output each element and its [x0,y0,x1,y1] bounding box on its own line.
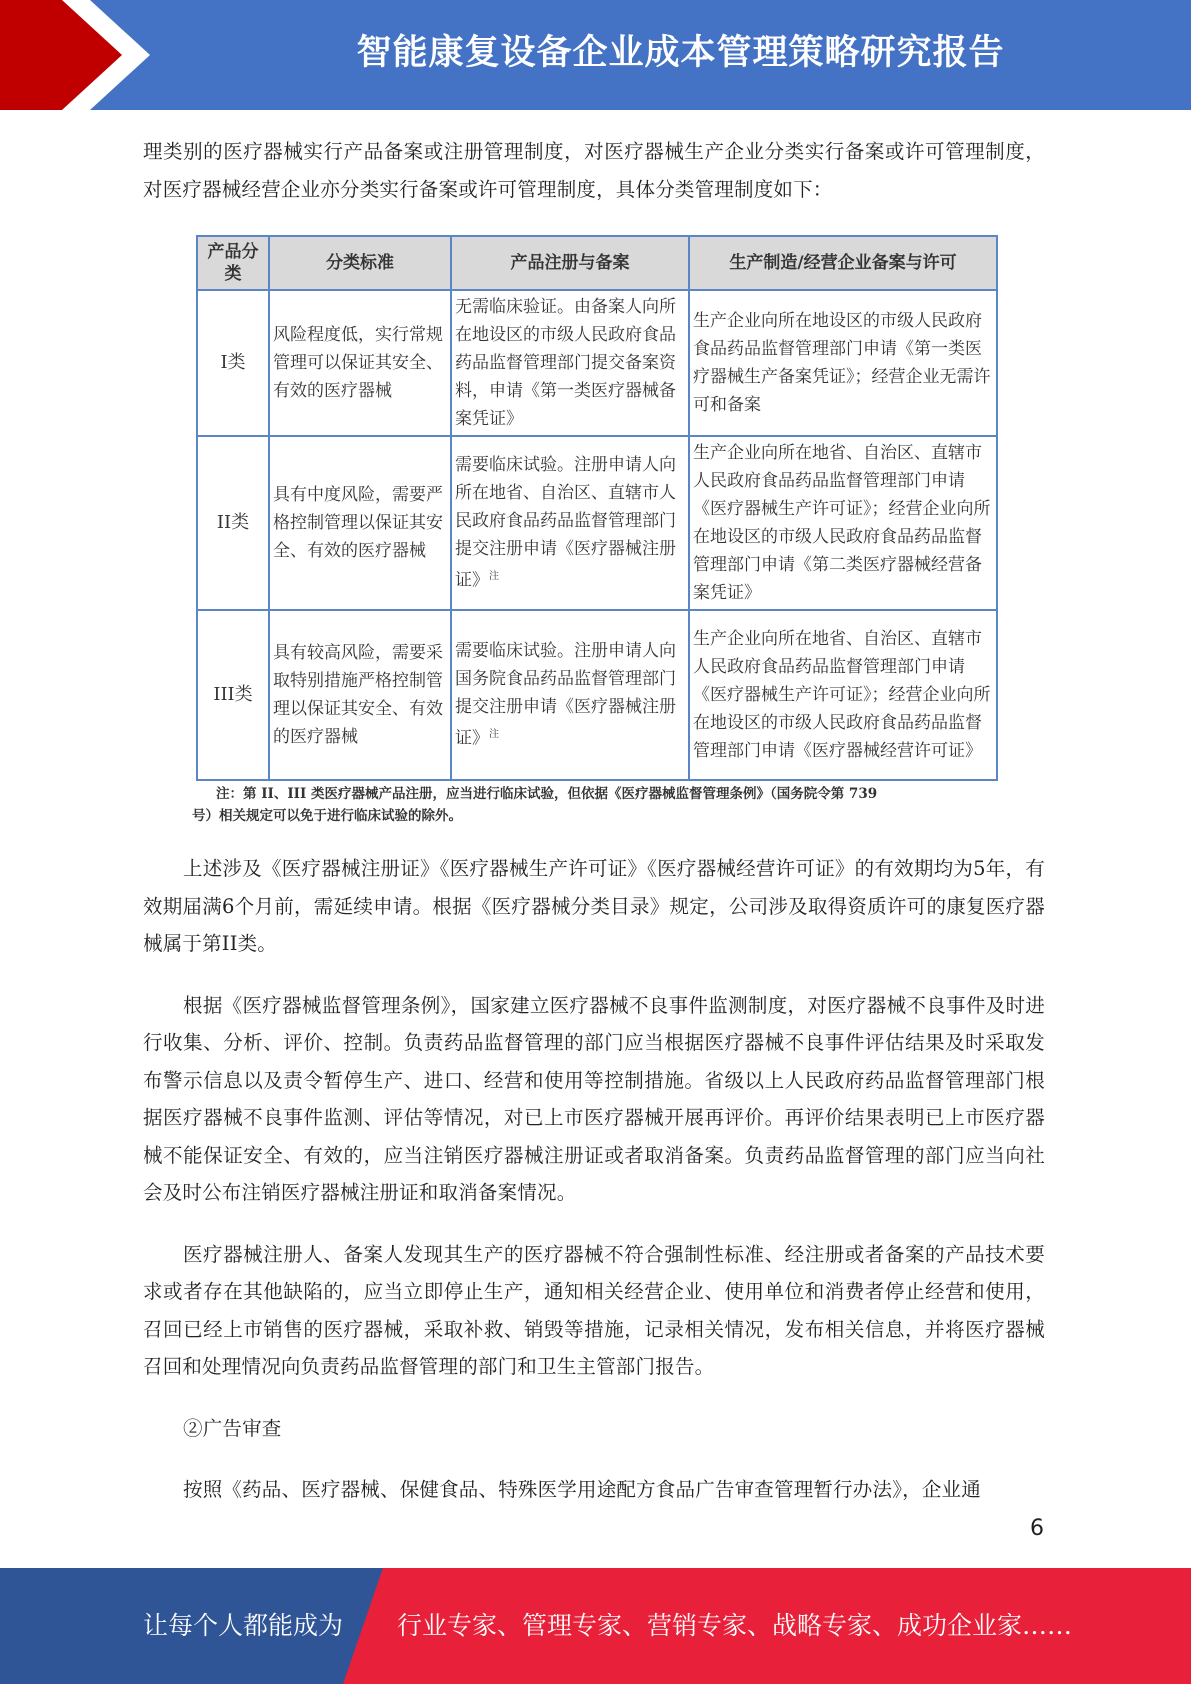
table-cell-registration [451,436,689,610]
table-cell-license: 生产企业向所在地省、自治区、直辖市人民政府食品药品监督管理部门申请《医疗器械生产许可证》；经营企业向所在地设区的市级人民政府食品药品监督管理部门申请《医疗器械经营许可证》 [689,610,997,780]
table-cell-standard: 具有中度风险，需要严格控制管理以保证其安全、有效的医疗器械 [269,436,451,610]
table-cell-standard: 风险程度低，实行常规管理可以保证其安全、有效的医疗器械 [269,290,451,436]
table-cell-class: I类 [197,290,269,436]
paragraph: 按照《药品、医疗器械、保健食品、特殊医学用途配方食品广告审查管理暂行办法》，企业通 [183,1478,981,1501]
table-header-cell: 分类标准 [269,236,451,290]
registration-text: 需要临床试验。注册申请人向国务院食品药品监督管理部门提交注册申请《医疗器械注册证》 [455,641,676,749]
table-row [197,436,997,610]
paragraph: 医疗器械注册人、备案人发现其生产的医疗器械不符合强制性标准、经注册或者备案的产品技术要求或者存在其他缺陷的，应当立即停止生产，通知相关经营企业、使用单位和消费者停止经营和使用，召回已经上市销售的医疗器械，采取补救、销毁等措施，记录相关情况，发布相关信息，并将医疗器械召回和处理情况向负责药品监督管理的部门和卫生主管部门报告。 [143,1242,1045,1378]
table-header-row [197,236,997,290]
table-header-cell: 产品注册与备案 [451,236,689,290]
paragraph: 上述涉及《医疗器械注册证》《医疗器械生产许可证》《医疗器械经营许可证》的有效期均为5年，有效期届满6个月前，需延续申请。根据《医疗器械分类目录》规定，公司涉及取得资质许可的康复医疗器械属于第II类。 [143,857,1045,955]
note-mark: 注 [489,729,499,741]
table-header-cell: 生产制造/经营企业备案与许可 [689,236,997,290]
footnote-line: 注：第 II、III 类医疗器械产品注册，应当进行临床试验，但依据《医疗器械监督管理条例》（国务院令第 739 [216,786,878,802]
footer-slogan-right: 行业专家、管理专家、营销专家、战略专家、成功企业家…… [397,1611,1073,1640]
classification-table [196,235,998,781]
table-cell-registration: 无需临床验证。由备案人向所在地设区的市级人民政府食品药品监督管理部门提交备案资料，申请《第一类医疗器械备案凭证》 [451,290,689,436]
subheading: ②广告审查 [183,1416,282,1440]
intro-paragraph: 理类别的医疗器械实行产品备案或注册管理制度，对医疗器械生产企业分类实行备案或许可管理制度，对医疗器械经营企业亦分类实行备案或许可管理制度，具体分类管理制度如下： [143,140,1045,201]
page-header [0,0,1191,110]
footer-slogan-left: 让每个人都能成为 [143,1611,344,1640]
intro-block [143,133,1045,208]
classification-table-block [192,235,996,827]
page-number: 6 [1030,1516,1044,1541]
table-cell-registration [451,610,689,780]
table-cell-license: 生产企业向所在地设区的市级人民政府食品药品监督管理部门申请《第一类医疗器械生产备案凭证》；经营企业无需许可和备案 [689,290,997,436]
table-cell-class: II类 [197,436,269,610]
table-cell-standard: 具有较高风险，需要采取特别措施严格控制管理以保证其安全、有效的医疗器械 [269,610,451,780]
body-text [143,850,1045,1509]
table-row [197,290,997,436]
page-footer [0,1568,1191,1684]
header-chevron-icon [0,0,160,110]
table-cell-class: III类 [197,610,269,780]
paragraph: 根据《医疗器械监督管理条例》，国家建立医疗器械不良事件监测制度，对医疗器械不良事件及时进行收集、分析、评价、控制。负责药品监督管理的部门应当根据医疗器械不良事件评估结果及时采取发布警示信息以及责令暂停生产、进口、经营和使用等控制措施。省级以上人民政府药品监督管理部门根据医疗器械不良事件监测、评估等情况，对已上市医疗器械开展再评价。再评价结果表明已上市医疗器械不能保证安全、有效的，应当注销医疗器械注册证或者取消备案。负责药品监督管理的部门应当向社会及时公布注销医疗器械注册证和取消备案情况。 [143,993,1045,1204]
header-title: 智能康复设备企业成本管理策略研究报告 [356,33,1005,73]
table-header-cell: 产品分类 [197,236,269,290]
table-cell-license: 生产企业向所在地省、自治区、直辖市人民政府食品药品监督管理部门申请《医疗器械生产许可证》；经营企业向所在地设区的市级人民政府食品药品监督管理部门申请《第二类医疗器械经营备案凭证》 [689,436,997,610]
note-mark: 注 [489,571,499,583]
table-row [197,610,997,780]
footnote-line: 号）相关规定可以免于进行临床试验的除外。 [192,808,462,824]
table-footnote [192,783,1012,827]
registration-text: 需要临床试验。注册申请人向所在地省、自治区、直辖市人民政府食品药品监督管理部门提交注册申请《医疗器械注册证》 [455,455,676,591]
